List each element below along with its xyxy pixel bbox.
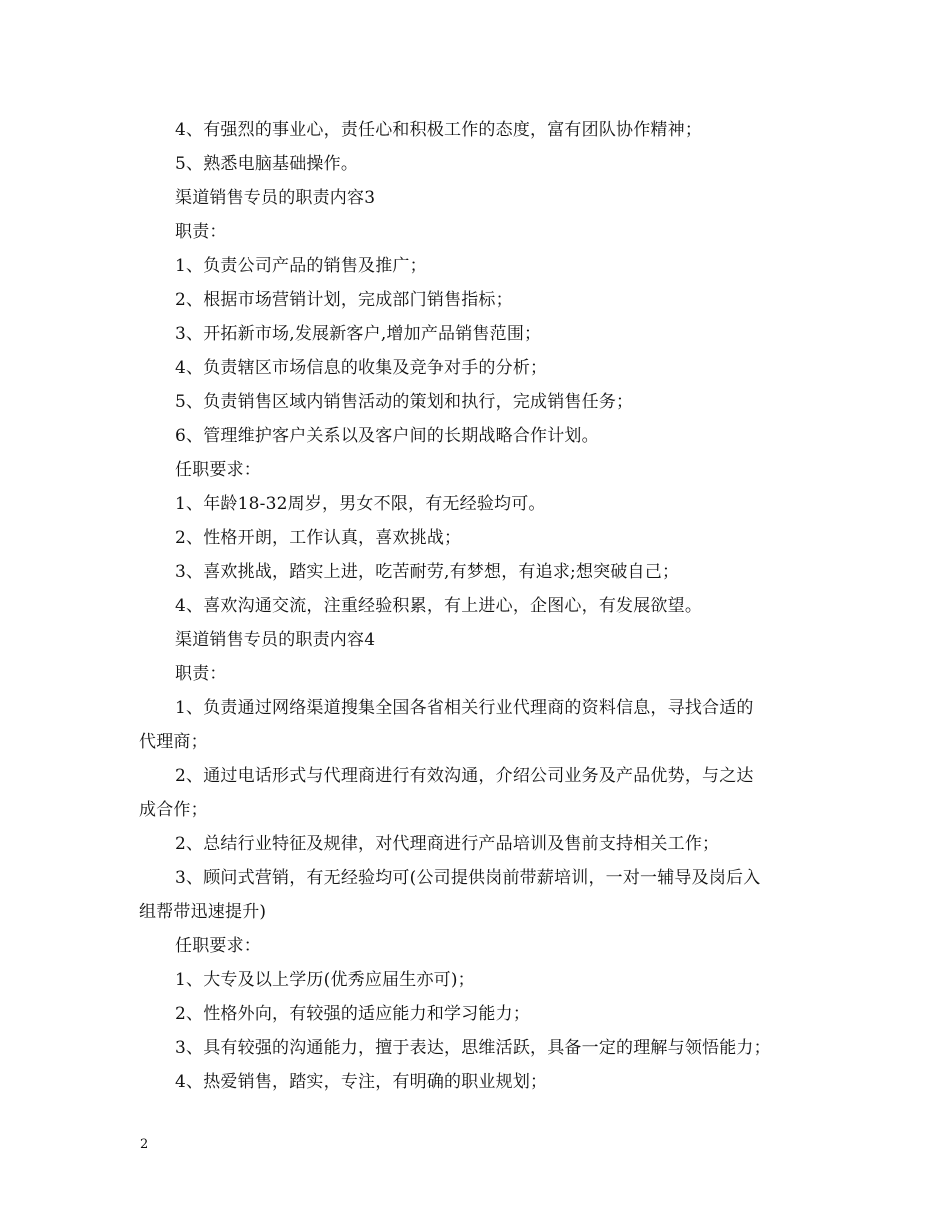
text-line: 4、有强烈的事业心，责任心和积极工作的态度，富有团队协作精神； [175, 120, 703, 140]
text-line: 5、负责销售区域内销售活动的策划和执行，完成销售任务； [175, 392, 634, 412]
document-body [139, 113, 819, 1099]
text-line: 2、总结行业特征及规律，对代理商进行产品培训及售前支持相关工作； [175, 834, 720, 854]
text-line: 2、性格外向，有较强的适应能力和学习能力； [175, 1004, 531, 1024]
text-line: 4、热爱销售，踏实，专注，有明确的职业规划； [175, 1072, 548, 1092]
paragraph-continuation: 组帮带迅速提升) [139, 902, 267, 922]
subsection-label: 任职要求： [175, 936, 261, 956]
subsection-label: 职责： [175, 222, 227, 242]
wrapped-paragraph [139, 861, 819, 929]
paragraph-continuation: 代理商； [139, 732, 208, 752]
section-heading: 渠道销售专员的职责内容3 [175, 188, 376, 208]
section-heading: 渠道销售专员的职责内容4 [175, 630, 376, 650]
paragraph-continuation: 成合作； [139, 800, 208, 820]
text-line: 1、大专及以上学历(优秀应届生亦可)； [175, 970, 475, 990]
subsection-label: 职责： [175, 664, 227, 684]
paragraph-first-line: 3、顾问式营销，有无经验均可(公司提供岗前带薪培训，一对一辅导及岗后入 [175, 868, 761, 888]
paragraph-first-line: 1、负责通过网络渠道搜集全国各省相关行业代理商的资料信息，寻找合适的 [175, 698, 754, 718]
text-line: 2、根据市场营销计划，完成部门销售指标； [175, 290, 513, 310]
paragraph-first-line: 2、通过电话形式与代理商进行有效沟通，介绍公司业务及产品优势，与之达 [175, 766, 754, 786]
wrapped-paragraph [139, 691, 819, 759]
text-line: 6、管理维护客户关系以及客户间的长期战略合作计划。 [175, 426, 599, 446]
subsection-label: 任职要求： [175, 460, 261, 480]
text-line: 4、负责辖区市场信息的收集及竞争对手的分析； [175, 358, 548, 378]
text-line: 3、开拓新市场,发展新客户,增加产品销售范围； [175, 324, 542, 344]
text-line: 4、喜欢沟通交流，注重经验积累，有上进心，企图心，有发展欲望。 [175, 596, 703, 616]
text-line: 5、熟悉电脑基础操作。 [175, 154, 359, 174]
wrapped-paragraph [139, 759, 819, 827]
text-line: 1、年龄18-32周岁，男女不限，有无经验均可。 [175, 494, 546, 514]
text-line: 3、喜欢挑战，踏实上进，吃苦耐劳,有梦想，有追求;想突破自己； [175, 562, 680, 582]
text-line: 3、具有较强的沟通能力，擅于表达，思维活跃，具备一定的理解与领悟能力； [175, 1038, 771, 1058]
text-line: 1、负责公司产品的销售及推广； [175, 256, 427, 276]
page-number: 2 [140, 1137, 149, 1152]
text-line: 2、性格开朗，工作认真，喜欢挑战； [175, 528, 462, 548]
